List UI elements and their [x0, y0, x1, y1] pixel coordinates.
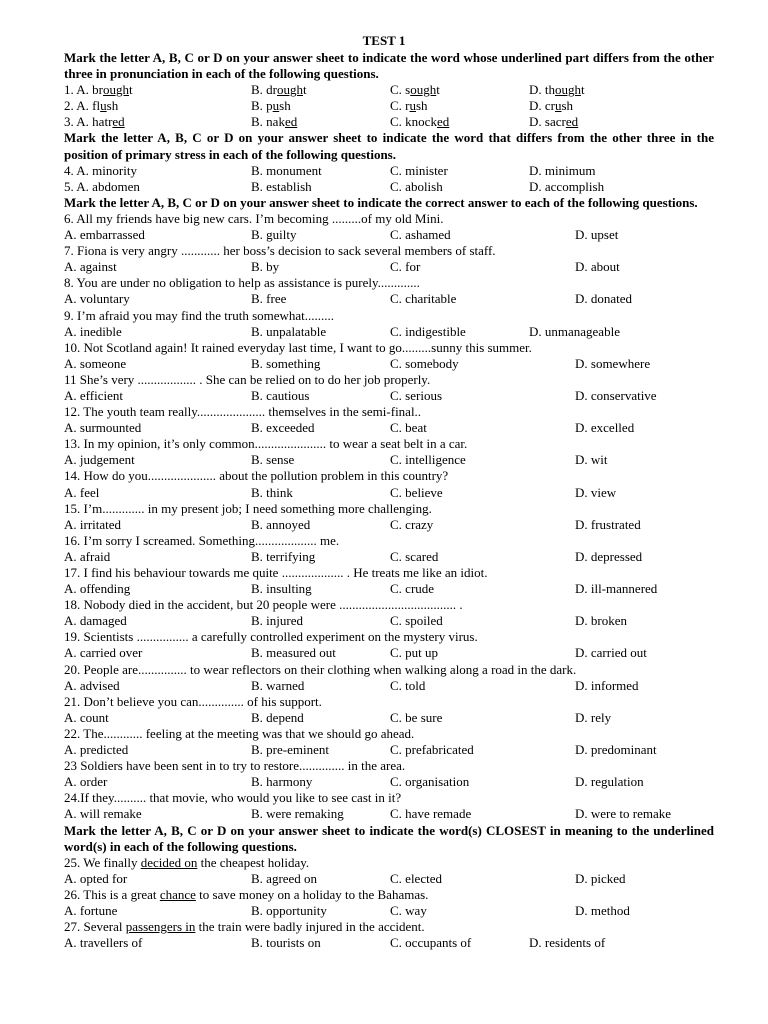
answer-option[interactable]: C. put up	[390, 645, 439, 661]
question-text: 22. The............ feeling at the meeting was that we should go ahead.	[64, 725, 415, 741]
option-text: B. monument	[251, 162, 322, 178]
answer-option[interactable]: B. cautious	[251, 387, 310, 403]
answer-option[interactable]: B. by	[251, 259, 280, 275]
section-instruction: Mark the letter A, B, C or D on your answer sheet to indicate the word that differs from the other three in the position of primary stress in each of the following questions.	[64, 130, 714, 162]
answer-option[interactable]: C. intelligence	[390, 452, 466, 468]
option-text: B. establish	[251, 178, 312, 194]
answer-option[interactable]: B. tourists on	[251, 935, 321, 951]
underlined-part: u	[555, 98, 562, 114]
options-row	[64, 485, 714, 501]
options-row	[64, 710, 714, 726]
answer-option[interactable]: A. feel	[64, 484, 100, 500]
options-row	[64, 452, 714, 468]
options-row	[64, 259, 714, 275]
answer-option[interactable]: A. advised	[64, 677, 120, 693]
question-text: 9. I’m afraid you may find the truth somewhat.........	[64, 307, 335, 323]
answer-option[interactable]: C. somebody	[390, 355, 459, 371]
answer-option[interactable]: B. injured	[251, 613, 303, 629]
section-instruction: Mark the letter A, B, C or D on your answer sheet to indicate the word whose underlined part differs from the other three in pronunciation in each of the following questions.	[64, 50, 714, 82]
option-text-before: B. p	[251, 98, 273, 114]
answer-option[interactable]: B. exceeded	[251, 420, 315, 436]
option-text-after: t	[581, 82, 585, 98]
options-row	[64, 356, 714, 372]
options-row	[64, 903, 714, 919]
option-text-before: D. cr	[529, 98, 555, 114]
answer-option[interactable]: D. picked	[575, 870, 626, 886]
answer-option[interactable]: C. way	[390, 902, 427, 918]
answer-option[interactable]: A. judgement	[64, 452, 135, 468]
options-row	[64, 645, 714, 661]
options-row	[64, 291, 714, 307]
answer-option[interactable]: A. opted for	[64, 870, 128, 886]
underlined-part: ed	[565, 114, 579, 130]
answer-option[interactable]: D. ill-mannered	[575, 581, 658, 597]
answer-option[interactable]: A. irritated	[64, 516, 122, 532]
answer-option[interactable]: C. scared	[390, 548, 439, 564]
question-number: 5.	[64, 178, 74, 194]
answer-option[interactable]: D. frustrated	[575, 516, 641, 532]
answer-option[interactable]	[529, 82, 585, 98]
answer-option[interactable]: B. insulting	[251, 581, 312, 597]
answer-option[interactable]: B. sense	[251, 452, 295, 468]
answer-option[interactable]: C. serious	[390, 387, 442, 403]
question-text-after: to save money on a holiday to the Bahamas.	[195, 886, 429, 902]
answer-option[interactable]: B. harmony	[251, 774, 313, 790]
answer-option[interactable]: D. view	[575, 484, 617, 500]
answer-option[interactable]	[64, 179, 140, 195]
answer-option[interactable]	[390, 114, 449, 130]
answer-option[interactable]	[529, 163, 595, 179]
answer-option[interactable]: A. will remake	[64, 806, 142, 822]
answer-option[interactable]: A. damaged	[64, 613, 127, 629]
answer-option[interactable]: B. free	[251, 291, 287, 307]
answer-option[interactable]: A. efficient	[64, 387, 123, 403]
answer-option[interactable]: B. warned	[251, 677, 305, 693]
answer-option[interactable]: D. depressed	[575, 548, 643, 564]
answer-option[interactable]: C. beat	[390, 420, 427, 436]
underlined-part: ough	[410, 82, 437, 98]
answer-option[interactable]: D. predominant	[575, 742, 657, 758]
answer-option[interactable]: C. told	[390, 677, 426, 693]
answer-option[interactable]	[64, 163, 137, 179]
answer-option[interactable]: B. unpalatable	[251, 323, 327, 339]
option-text-before: D. th	[529, 82, 555, 98]
answer-option[interactable]: D. were to remake	[575, 806, 672, 822]
answer-option[interactable]	[251, 82, 307, 98]
answer-option[interactable]: B. terrifying	[251, 548, 316, 564]
answer-option[interactable]: D. about	[575, 259, 620, 275]
question-text-after: the cheapest holiday.	[197, 854, 310, 870]
answer-option[interactable]: D. conservative	[575, 387, 657, 403]
option-text-before: A. br	[76, 82, 104, 98]
answer-option[interactable]: A. against	[64, 259, 117, 275]
answer-option[interactable]: A. travellers of	[64, 935, 143, 951]
question-text: 12. The youth team really..................... themselves in the semi-final..	[64, 404, 422, 420]
answer-option[interactable]: D. carried out	[575, 645, 647, 661]
option-text: C. minister	[390, 162, 448, 178]
answer-option[interactable]: A. afraid	[64, 548, 111, 564]
underlined-part: ough	[103, 82, 130, 98]
question-row	[64, 179, 714, 195]
answer-option[interactable]	[64, 114, 125, 130]
question-text: 7. Fiona is very angry ............ her boss’s decision to sack several members of staff.	[64, 243, 496, 259]
question-text: 16. I’m sorry I screamed. Something................... me.	[64, 532, 340, 548]
question-number: 3.	[64, 114, 74, 130]
answer-option[interactable]: A. surmounted	[64, 420, 142, 436]
answer-option[interactable]: B. measured out	[251, 645, 336, 661]
options-row	[64, 871, 714, 887]
section-instruction: Mark the letter A, B, C or D on your answer sheet to indicate the word(s) CLOSEST in meaning to the underlined word(s) in each of the following questions.	[64, 822, 714, 854]
option-text-before: C. r	[390, 98, 410, 114]
question-row	[64, 163, 714, 179]
options-row	[64, 388, 714, 404]
option-text-before: B. dr	[251, 82, 277, 98]
answer-option[interactable]: D. informed	[575, 677, 639, 693]
answer-option[interactable]	[64, 98, 118, 114]
options-row	[64, 935, 714, 951]
underlined-word: decided on	[140, 854, 198, 870]
answer-option[interactable]	[251, 179, 312, 195]
answer-option[interactable]: D. unmanageable	[529, 323, 620, 339]
option-text-after: t	[436, 82, 440, 98]
question-row	[64, 114, 714, 130]
underlined-part: u	[272, 98, 280, 114]
option-text: A. abdomen	[76, 178, 140, 194]
question-text-after: the train were badly injured in the accident.	[195, 919, 425, 935]
answer-option[interactable]: B. something	[251, 355, 321, 371]
answer-option[interactable]: B. opportunity	[251, 902, 327, 918]
answer-option[interactable]: B. guilty	[251, 227, 297, 243]
answer-option[interactable]: C. ashamed	[390, 227, 451, 243]
answer-option[interactable]: C. prefabricated	[390, 742, 474, 758]
answer-option[interactable]: C. occupants of	[390, 935, 472, 951]
answer-option[interactable]: B. annoyed	[251, 516, 311, 532]
question-text: 14. How do you..................... about the pollution problem in this country?	[64, 468, 449, 484]
underlined-word: chance	[159, 886, 196, 902]
answer-option[interactable]: B. were remaking	[251, 806, 344, 822]
option-text: D. minimum	[529, 162, 596, 178]
answer-option[interactable]	[390, 82, 440, 98]
underlined-part: ough	[555, 82, 581, 98]
answer-option[interactable]: B. think	[251, 484, 293, 500]
answer-option[interactable]: A. voluntary	[64, 291, 130, 307]
answer-option[interactable]	[529, 179, 604, 195]
option-text-after: t	[303, 82, 307, 98]
options-row	[64, 678, 714, 694]
option-text-before: C. knock	[390, 114, 437, 130]
question-text-before: 27. Several	[64, 919, 126, 935]
underlined-part: ed	[284, 114, 298, 130]
answer-option[interactable]: C. have remade	[390, 806, 472, 822]
section-instruction: Mark the letter A, B, C or D on your answer sheet to indicate the correct answer to each of the following questions.	[64, 194, 698, 210]
option-text-before: B. nak	[251, 114, 285, 130]
answer-option[interactable]: A. order	[64, 774, 108, 790]
answer-option[interactable]: A. predicted	[64, 742, 129, 758]
option-text-before: D. sacr	[529, 114, 566, 130]
option-text-before: C. s	[390, 82, 411, 98]
answer-option[interactable]	[251, 98, 291, 114]
answer-option[interactable]: B. pre-eminent	[251, 742, 329, 758]
question-number: 2.	[64, 98, 74, 114]
answer-option[interactable]	[64, 82, 133, 98]
answer-option[interactable]	[251, 114, 297, 130]
answer-option[interactable]: D. upset	[575, 227, 619, 243]
answer-option[interactable]: A. fortune	[64, 902, 118, 918]
answer-option[interactable]: A. count	[64, 709, 109, 725]
options-row	[64, 742, 714, 758]
question-text: 6. All my friends have big new cars. I’m becoming .........of my old Mini.	[64, 210, 444, 226]
underlined-part: ed	[112, 114, 125, 130]
answer-option[interactable]: C. spoiled	[390, 613, 443, 629]
answer-option[interactable]: D. donated	[575, 291, 633, 307]
test-content	[64, 50, 714, 951]
question-text: 8. You are under no obligation to help as assistance is purely.............	[64, 275, 420, 291]
question-text: 10. Not Scotland again! It rained everyday last time, I want to go.........sunny this summer.	[64, 339, 532, 355]
option-text-after: sh	[561, 98, 574, 114]
question-text-before: 25. We finally	[64, 854, 141, 870]
answer-option[interactable]: D. method	[575, 902, 630, 918]
answer-option[interactable]: D. somewhere	[575, 355, 651, 371]
answer-option[interactable]: D. residents of	[529, 935, 606, 951]
question-text: 15. I’m............. in my present job; I need something more challenging.	[64, 500, 432, 516]
answer-option[interactable]: D. regulation	[575, 774, 644, 790]
answer-option[interactable]	[529, 98, 573, 114]
answer-option[interactable]: C. crude	[390, 581, 435, 597]
options-row	[64, 420, 714, 436]
question-text: 20. People are............... to wear reflectors on their clothing when walking along a road in the dark.	[64, 661, 577, 677]
option-text-after: t	[129, 82, 133, 98]
question-text: 11 She’s very .................. . She can be relied on to do her job properly.	[64, 371, 431, 387]
question-text: 24.If they.......... that movie, who would you like to see cast in it?	[64, 790, 402, 806]
answer-option[interactable]: C. organisation	[390, 774, 470, 790]
question-text-before: 26. This is a great	[64, 886, 160, 902]
question-text: 17. I find his behaviour towards me quite ................... . He treats me like an idiot.	[64, 565, 488, 580]
question-text	[64, 855, 714, 871]
option-text-after: sh	[279, 98, 291, 114]
question-text: 18. Nobody died in the accident, but 20 people were .................................... .	[64, 597, 463, 613]
option-text: C. abolish	[390, 178, 443, 194]
question-number: 4.	[64, 162, 74, 178]
options-row	[64, 613, 714, 629]
answer-option[interactable]: D. broken	[575, 613, 627, 629]
underlined-part: u	[100, 98, 107, 114]
options-row	[64, 227, 714, 243]
option-text: A. minority	[76, 162, 137, 178]
underlined-part: ough	[277, 82, 303, 98]
test-title: TEST 1	[362, 33, 406, 48]
answer-option[interactable]: A. embarrassed	[64, 227, 145, 243]
underlined-part: u	[409, 98, 416, 114]
options-row	[64, 517, 714, 533]
underlined-part: ed	[436, 114, 450, 130]
answer-option[interactable]: C. charitable	[390, 291, 457, 307]
question-text: 19. Scientists ................ a carefully controlled experiment on the mystery virus.	[64, 629, 478, 645]
option-text-before: A. hatr	[76, 114, 113, 130]
answer-option[interactable]	[390, 163, 448, 179]
option-text-before: A. fl	[76, 98, 101, 114]
question-row	[64, 82, 714, 98]
answer-option[interactable]	[390, 98, 428, 114]
answer-option[interactable]: D. wit	[575, 452, 608, 468]
answer-option[interactable]	[251, 163, 322, 179]
options-row	[64, 581, 714, 597]
option-text-after: sh	[416, 98, 428, 114]
answer-option[interactable]: A. carried over	[64, 645, 143, 661]
answer-option[interactable]: B. depend	[251, 709, 304, 725]
option-text-after: sh	[106, 98, 119, 114]
answer-option[interactable]: C. crazy	[390, 516, 434, 532]
question-text	[64, 887, 714, 903]
answer-option[interactable]	[529, 114, 578, 130]
question-text	[64, 919, 714, 935]
answer-option[interactable]: C. believe	[390, 484, 443, 500]
question-text: 13. In my opinion, it’s only common...................... to wear a seat belt in a car.	[64, 436, 468, 452]
options-row	[64, 324, 714, 340]
answer-option[interactable]: A. offending	[64, 581, 131, 597]
question-text: 21. Don’t believe you can.............. of his support.	[64, 693, 322, 709]
options-row	[64, 806, 714, 822]
answer-option[interactable]: C. elected	[390, 870, 442, 886]
answer-option[interactable]: A. inedible	[64, 323, 122, 339]
question-text: 23 Soldiers have been sent in to try to restore.............. in the area.	[64, 758, 406, 774]
answer-option[interactable]: D. rely	[575, 709, 612, 725]
answer-option[interactable]: D. excelled	[575, 420, 635, 436]
answer-option[interactable]	[390, 179, 443, 195]
options-row	[64, 774, 714, 790]
question-row	[64, 98, 714, 114]
answer-option[interactable]: C. indigestible	[390, 323, 466, 339]
answer-option[interactable]: B. agreed on	[251, 870, 318, 886]
answer-option[interactable]: A. someone	[64, 355, 127, 371]
underlined-word: passengers in	[125, 919, 196, 935]
option-text: D. accomplish	[529, 178, 605, 194]
answer-option[interactable]: C. for	[390, 259, 421, 275]
answer-option[interactable]: C. be sure	[390, 709, 443, 725]
options-row	[64, 549, 714, 565]
question-number: 1.	[64, 82, 74, 98]
